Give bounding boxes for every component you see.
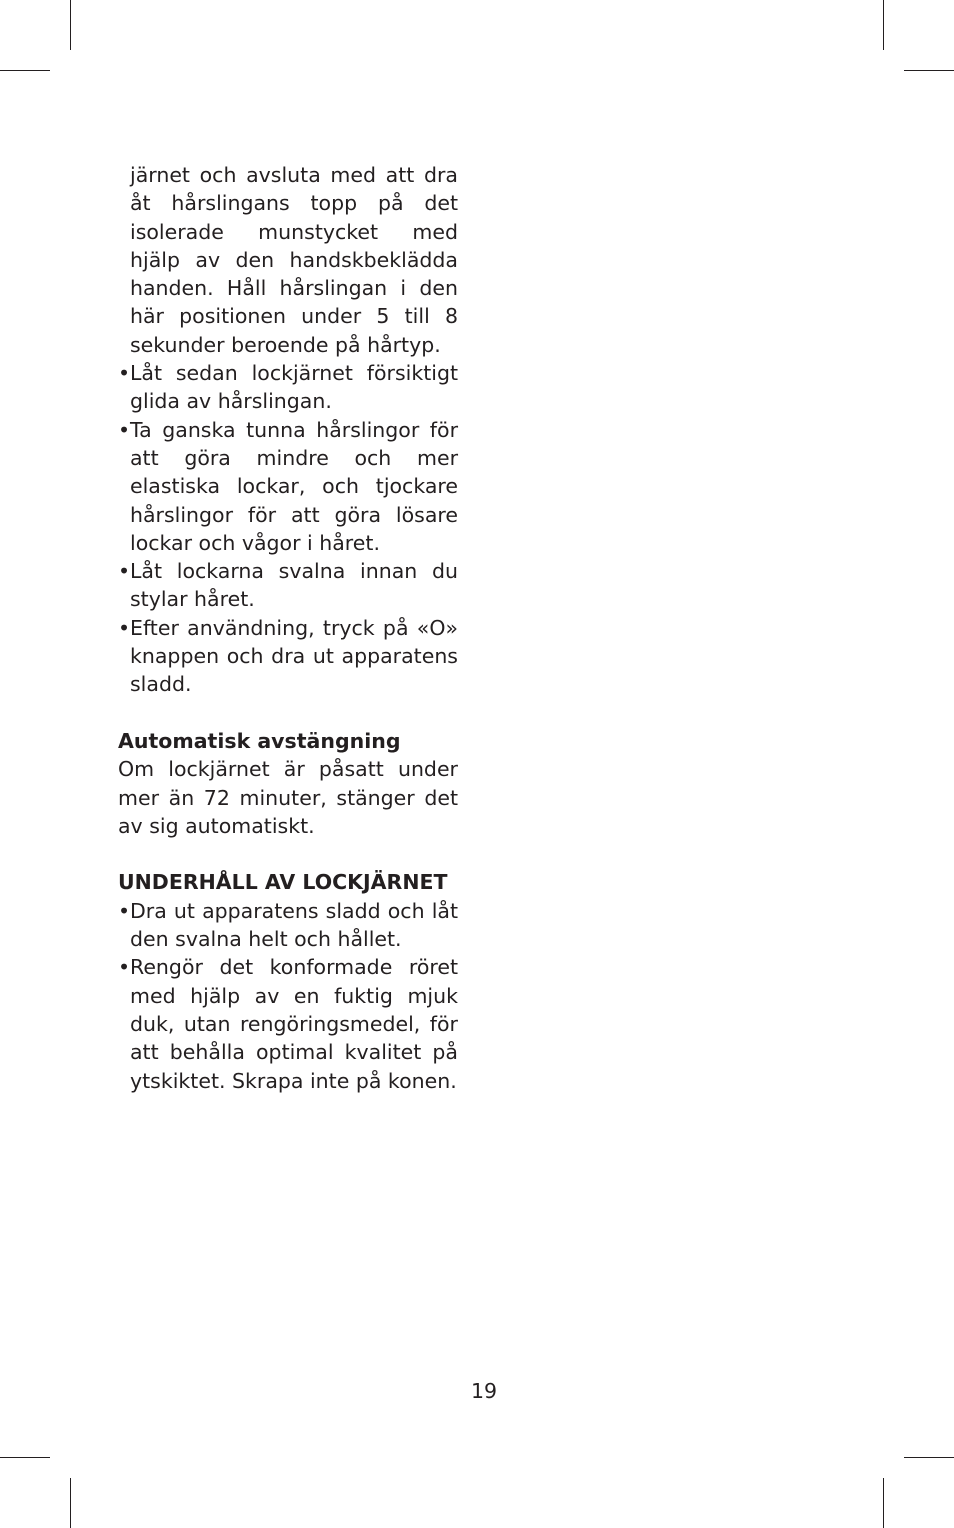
list-item <box>118 614 458 699</box>
continuation-paragraph: järnet och avsluta med att dra åt hårslingans topp på det isolerade munstycket med hjälp av den handskbeklädda handen. Håll hårslingan i den här positionen under 5 till 8 sekunder beroende på hårtyp. <box>130 163 458 357</box>
crop-mark-bottom-right-vertical <box>883 1478 884 1528</box>
crop-mark-top-right-horizontal <box>904 70 954 71</box>
list-item <box>118 359 458 416</box>
list-item <box>118 953 458 1094</box>
crop-mark-bottom-left-horizontal <box>0 1457 50 1458</box>
list-item <box>118 557 458 614</box>
list-item-text: Låt sedan lockjärnet försiktigt glida av hårslingan. <box>130 361 458 414</box>
crop-mark-top-left-horizontal <box>0 70 50 71</box>
list-item <box>118 897 458 954</box>
bullet-symbol: • <box>118 955 131 980</box>
list-item-text: Ta ganska tunna hårslingor för att göra mindre och mer elastiska lockar, och tjockare hårslingor för att göra lösare lockar och vågor i håret. <box>130 417 458 555</box>
text-column <box>118 161 458 1095</box>
crop-mark-bottom-right-horizontal <box>904 1457 954 1458</box>
crop-mark-bottom-left-vertical <box>70 1478 71 1528</box>
crop-mark-top-left-vertical <box>70 0 71 50</box>
bullet-symbol: • <box>118 898 131 923</box>
bullet-symbol: • <box>118 361 131 386</box>
page-number: 19 <box>470 1379 498 1403</box>
list-item <box>118 416 458 557</box>
list-item-text: Dra ut apparatens sladd och låt den svalna helt och hållet. <box>130 898 458 952</box>
auto-off-paragraph: Om lockjärnet är påsatt under mer än 72 minuter, stänger det av sig automatiskt. <box>118 757 458 838</box>
bullet-symbol: • <box>118 615 131 640</box>
crop-mark-top-right-vertical <box>883 0 884 50</box>
list-item-text: Rengör det konformade röret med hjälp av en fuktig mjuk duk, utan rengöringsmedel, för att behålla optimal kvalitet på ytskiktet. Skrapa inte på konen. <box>130 955 458 1093</box>
bullet-symbol: • <box>118 559 131 584</box>
bullet-symbol: • <box>118 417 131 442</box>
section-heading-auto-off: Automatisk avstängning <box>118 728 401 753</box>
section-heading-maintenance: UNDERHÅLL AV LOCKJÄRNET <box>118 870 448 895</box>
list-item-text: Efter användning, tryck på «O» knappen och dra ut apparatens sladd. <box>130 615 458 697</box>
list-item-text: Låt lockarna svalna innan du stylar håret. <box>130 559 458 612</box>
